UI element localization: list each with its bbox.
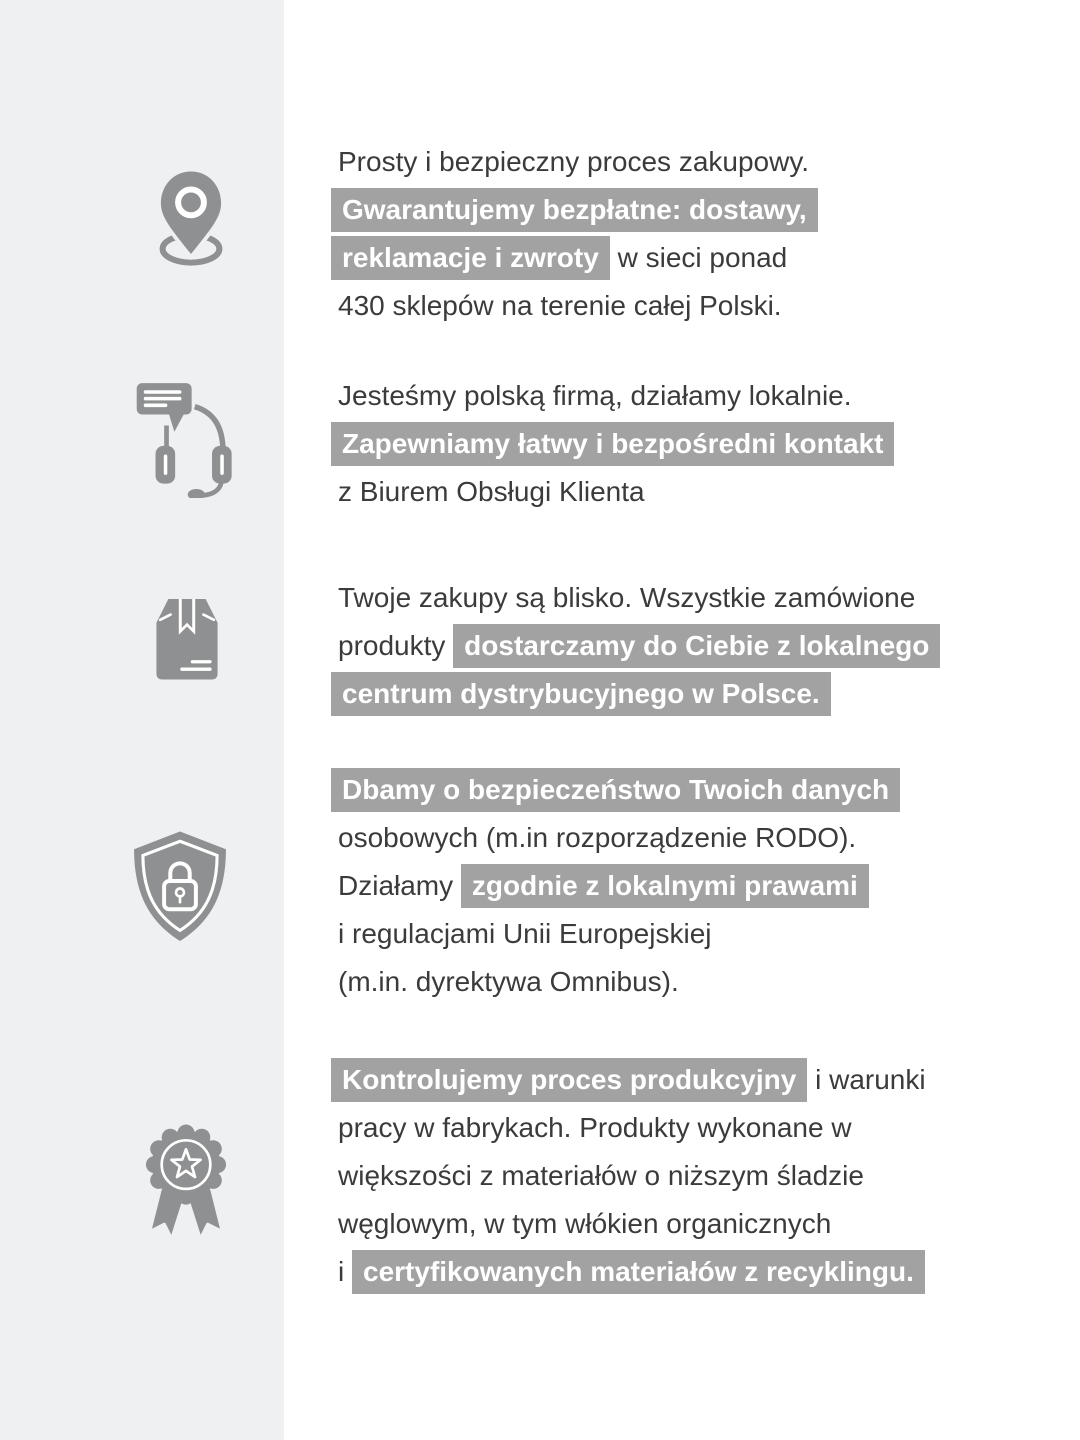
text-line — [331, 958, 900, 1006]
headset-chat-graphic — [132, 380, 234, 498]
text-line — [331, 1152, 926, 1200]
feature-section-free-delivery — [331, 138, 818, 330]
highlight-segment: centrum dystrybucyjnego w Polsce. — [331, 672, 831, 716]
text-line — [331, 1056, 926, 1104]
text-line — [331, 282, 818, 330]
text-line — [331, 670, 940, 718]
text-segment: (m.in. dyrektywa Omnibus). — [338, 966, 679, 997]
text-segment: w sieci ponad — [609, 242, 788, 273]
highlight-segment: certyfikowanych materiałów z recyklingu. — [352, 1250, 925, 1294]
feature-section-local-contact — [331, 372, 894, 516]
text-segment: 430 sklepów na terenie całej Polski. — [338, 290, 782, 321]
package-graphic — [146, 590, 228, 687]
highlight-segment: Zapewniamy łatwy i bezpośredni kontakt — [331, 422, 894, 466]
text-line — [331, 574, 940, 622]
feature-section-local-distribution — [331, 574, 940, 718]
text-segment: produkty — [338, 630, 454, 661]
text-line — [331, 1104, 926, 1152]
location-pin-icon — [148, 168, 234, 271]
text-segment: z Biurem Obsługi Klienta — [338, 476, 645, 507]
text-line — [331, 814, 900, 862]
text-line — [331, 766, 900, 814]
text-segment: węglowym, w tym włókien organicznych — [338, 1208, 832, 1239]
text-segment: osobowych (m.in rozporządzenie RODO). — [338, 822, 857, 853]
highlight-segment: reklamacje i zwroty — [331, 236, 610, 280]
text-segment: i regulacjami Unii Europejskiej — [338, 918, 712, 949]
highlight-segment: Gwarantujemy bezpłatne: dostawy, — [331, 188, 818, 232]
highlight-segment: zgodnie z lokalnymi prawami — [461, 864, 869, 908]
text-line — [331, 622, 940, 670]
text-segment: Prosty i bezpieczny proces zakupowy. — [338, 146, 810, 177]
text-line — [331, 138, 818, 186]
package-icon — [146, 590, 228, 687]
highlight-segment: dostarczamy do Ciebie z lokalnego — [453, 624, 940, 668]
feature-section-production-control — [331, 1056, 926, 1296]
award-badge-icon — [132, 1116, 240, 1242]
text-line — [331, 1248, 926, 1296]
award-badge-graphic — [132, 1116, 240, 1242]
text-segment: i warunki — [807, 1064, 926, 1095]
text-line — [331, 862, 900, 910]
text-line — [331, 186, 818, 234]
feature-section-data-security — [331, 766, 900, 1006]
icon-rail — [0, 0, 284, 1440]
shield-lock-graphic — [127, 828, 233, 945]
text-line — [331, 372, 894, 420]
text-line — [331, 420, 894, 468]
text-segment: i — [338, 1256, 352, 1287]
text-line — [331, 1200, 926, 1248]
text-line — [331, 910, 900, 958]
highlight-segment: Dbamy o bezpieczeństwo Twoich danych — [331, 768, 900, 812]
shield-lock-icon — [127, 828, 233, 945]
text-segment: Twoje zakupy są blisko. Wszystkie zamówione — [338, 582, 916, 613]
highlight-segment: Kontrolujemy proces produkcyjny — [331, 1058, 807, 1102]
text-segment: pracy w fabrykach. Produkty wykonane w — [338, 1112, 852, 1143]
text-line — [331, 234, 818, 282]
text-segment: Jesteśmy polską firmą, działamy lokalnie. — [338, 380, 852, 411]
text-line — [331, 468, 894, 516]
location-pin-graphic — [148, 168, 234, 271]
text-segment: Działamy — [338, 870, 461, 901]
text-segment: większości z materiałów o niższym śladzie — [338, 1160, 864, 1191]
headset-chat-icon — [132, 380, 234, 498]
